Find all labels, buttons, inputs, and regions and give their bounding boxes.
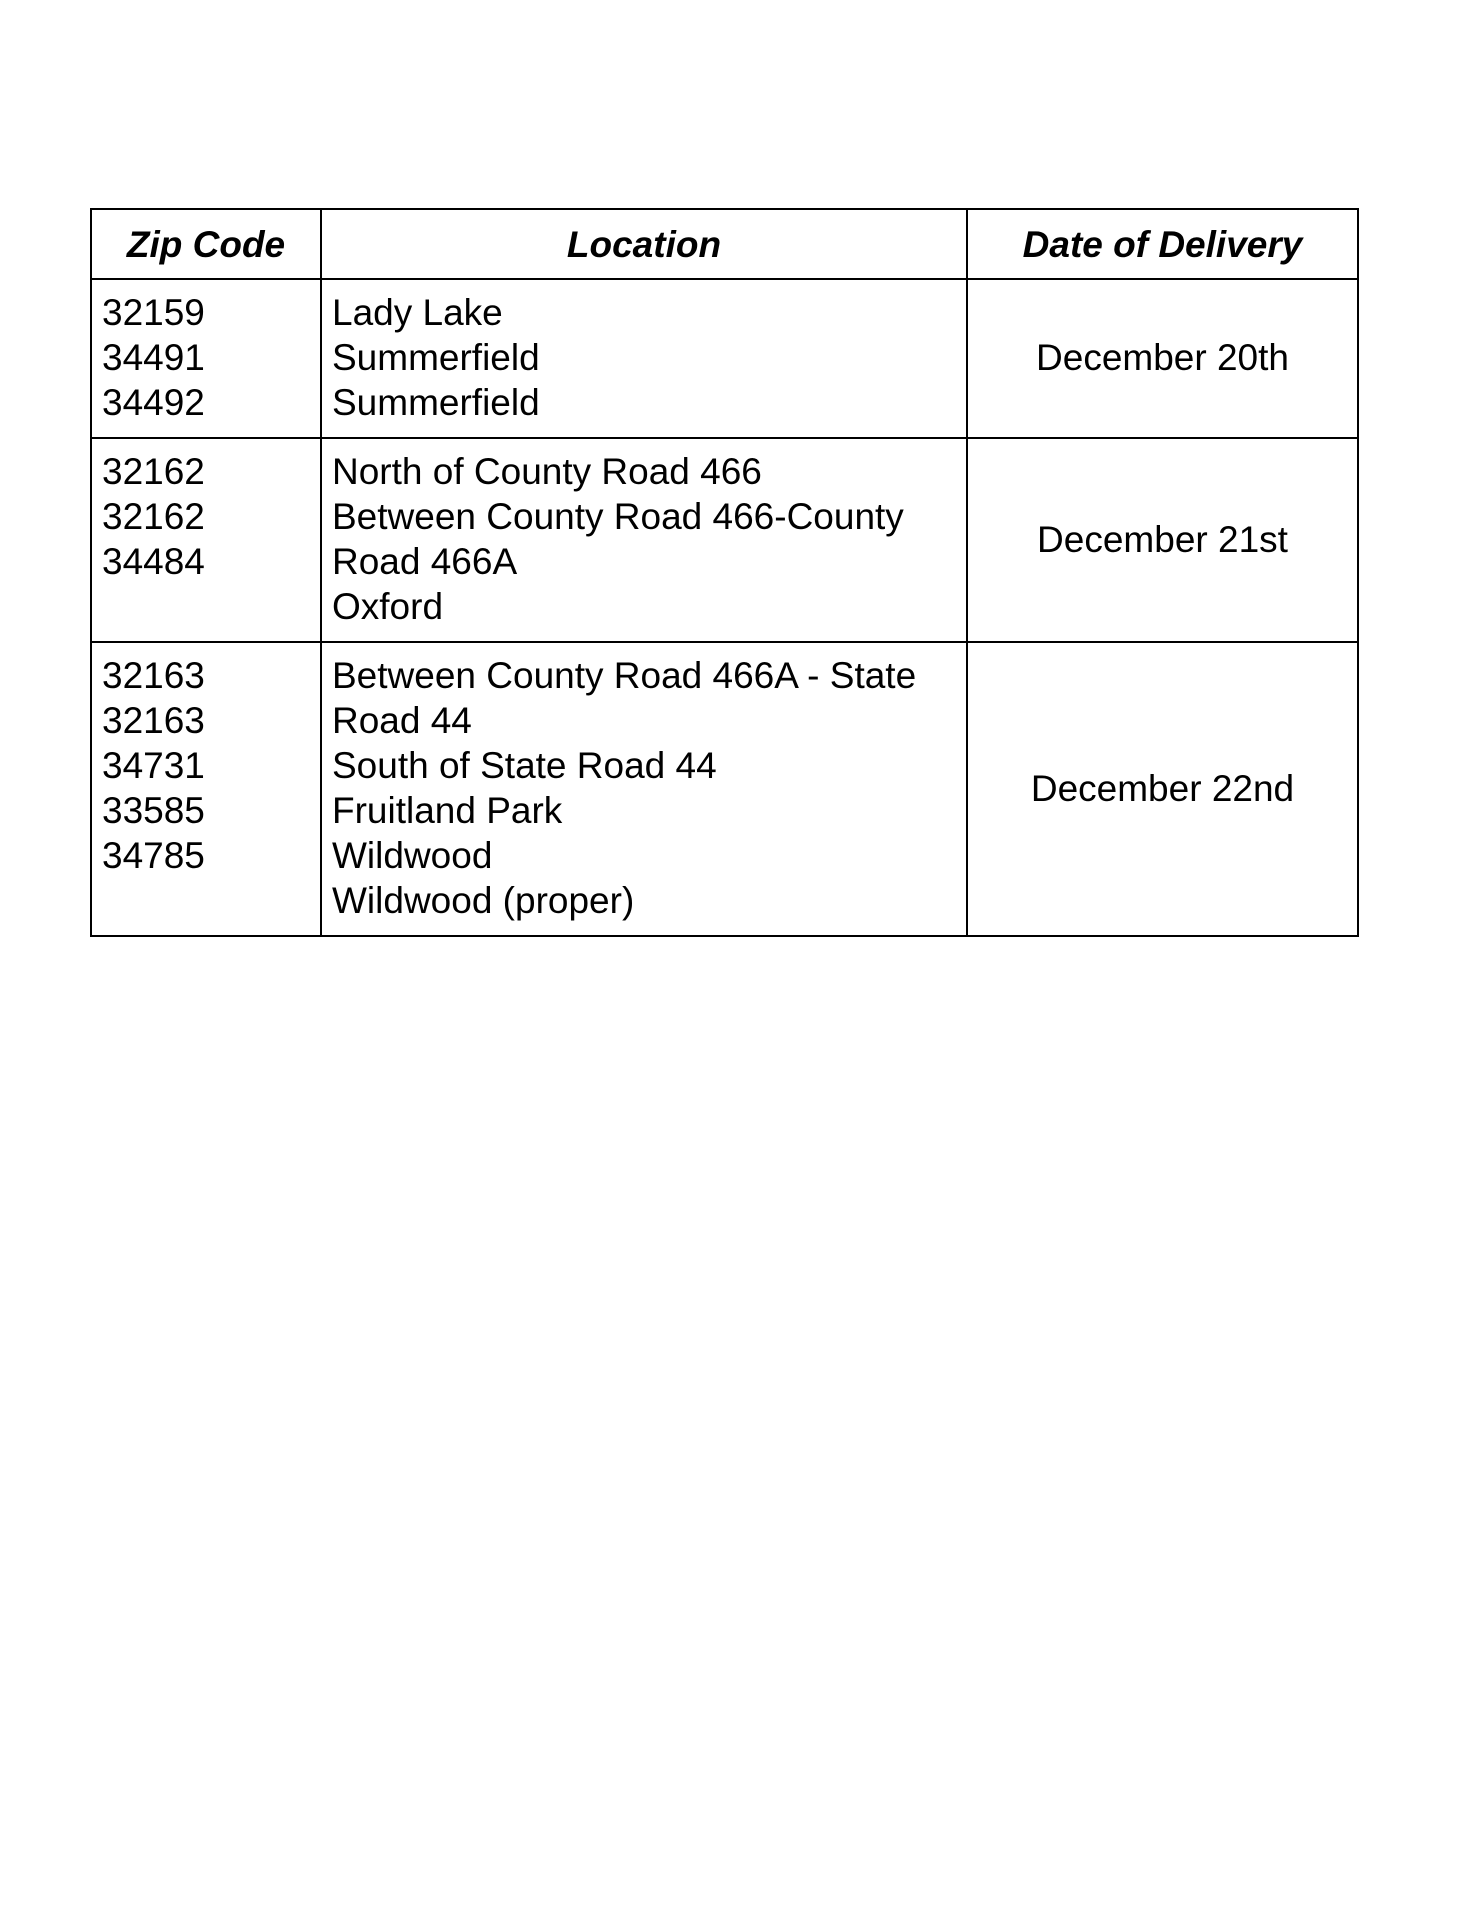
zip-code: 34492 [102, 382, 205, 423]
location-line: Fruitland Park [332, 790, 563, 831]
zip-code: 32163 [102, 655, 205, 696]
delivery-date-cell: December 22nd [967, 642, 1358, 936]
location-line: Summerfield [332, 382, 540, 423]
delivery-schedule-table [90, 208, 1359, 937]
delivery-date-cell: December 20th [967, 279, 1358, 438]
location-line: Road 466A [332, 541, 518, 582]
zip-code: 34484 [102, 541, 205, 582]
location-header: Location [321, 209, 967, 279]
zip-code-cell [91, 642, 321, 936]
location-line: North of County Road 466 [332, 451, 762, 492]
table-row [91, 438, 1358, 642]
location-line: Between County Road 466A - State [332, 655, 917, 696]
location-line: Wildwood (proper) [332, 880, 635, 921]
zip-code-header: Zip Code [91, 209, 321, 279]
zip-code: 32162 [102, 496, 205, 537]
zip-code: 34785 [102, 835, 205, 876]
location-line: Road 44 [332, 700, 472, 741]
location-line: Between County Road 466-County [332, 496, 904, 537]
location-line: Summerfield [332, 337, 540, 378]
location-line: Lady Lake [332, 292, 503, 333]
zip-code: 32163 [102, 700, 205, 741]
table-row [91, 642, 1358, 936]
table-row [91, 279, 1358, 438]
zip-code: 33585 [102, 790, 205, 831]
zip-code: 32162 [102, 451, 205, 492]
location-cell [321, 438, 967, 642]
location-cell [321, 642, 967, 936]
location-line: Wildwood [332, 835, 493, 876]
date-of-delivery-header: Date of Delivery [967, 209, 1358, 279]
zip-code: 34491 [102, 337, 205, 378]
zip-code-cell [91, 279, 321, 438]
zip-code: 32159 [102, 292, 205, 333]
table-header-row [91, 209, 1358, 279]
location-cell [321, 279, 967, 438]
zip-code-cell [91, 438, 321, 642]
zip-code: 34731 [102, 745, 205, 786]
location-line: South of State Road 44 [332, 745, 717, 786]
location-line: Oxford [332, 586, 444, 627]
delivery-date-cell: December 21st [967, 438, 1358, 642]
